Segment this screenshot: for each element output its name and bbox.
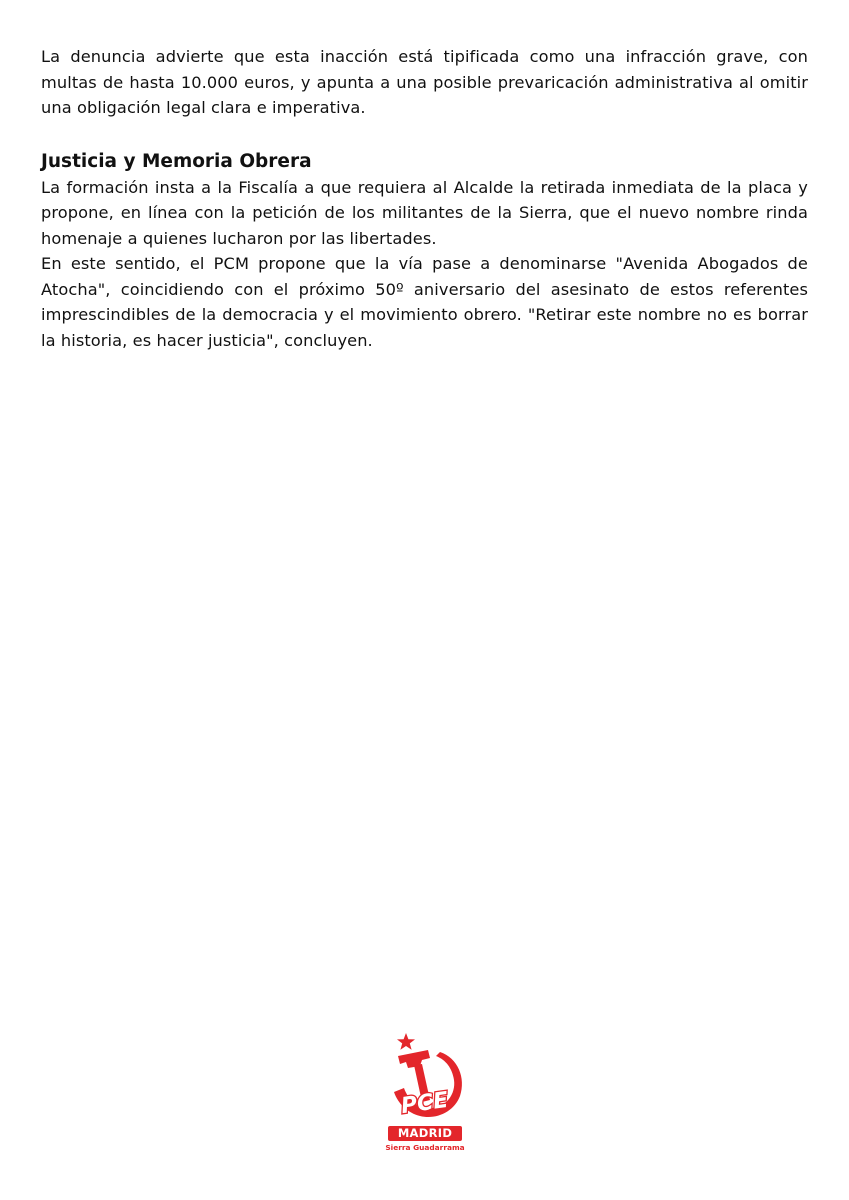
pce-madrid-logo [378, 1030, 472, 1158]
section-paragraph-2: En este sentido, el PCM propone que la vía pase a denominarse "Avenida Abogados de Atocha", coincidiendo con el próximo 50º aniversario del asesinato de estos referentes imprescindibles de la democracia y el movimiento obrero. "Retirar este nombre no es borrar la historia, es hacer justicia", concluyen. [41, 254, 808, 350]
logo-emblem-text: PCE [399, 1087, 450, 1120]
logo-subtitle: Sierra Guadarrama [385, 1143, 465, 1152]
logo-badge: MADRID [388, 1126, 462, 1141]
section-heading: Justicia y Memoria Obrera [41, 150, 312, 172]
intro-paragraph: La denuncia advierte que esta inacción está tipificada como una infracción grave, con multas de hasta 10.000 euros, y apunta a una posible prevaricación administrativa al omitir una obligación legal clara e imperativa. [41, 47, 808, 117]
section-paragraph-1: La formación insta a la Fiscalía a que requiera al Alcalde la retirada inmediata de la placa y propone, en línea con la petición de los militantes de la Sierra, que el nuevo nombre rinda homenaje a quienes lucharon por las libertades. [41, 177, 808, 248]
star-icon [397, 1033, 415, 1050]
hammer-sickle-icon [378, 1030, 472, 1130]
document-body [41, 44, 808, 353]
